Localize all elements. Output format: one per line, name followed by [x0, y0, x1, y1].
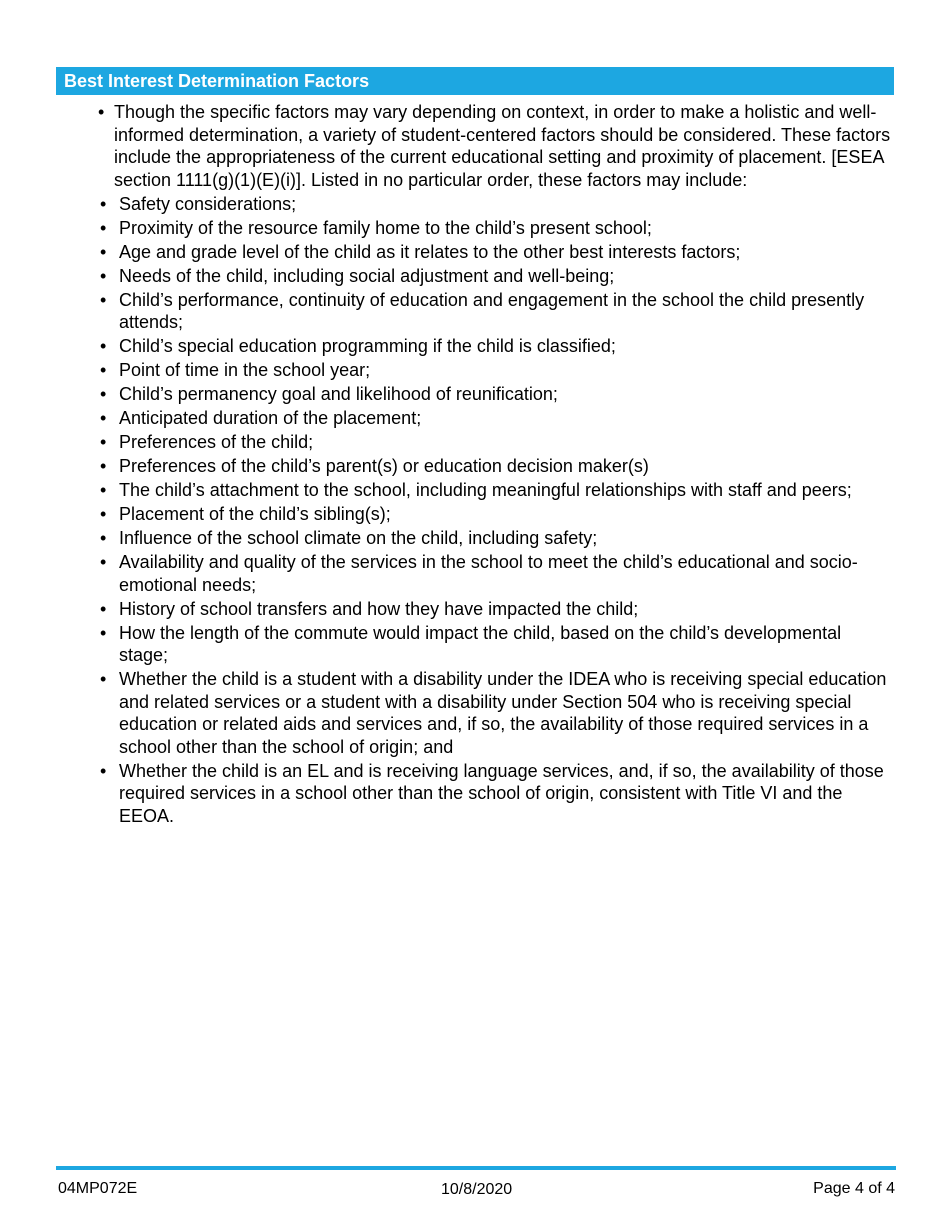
- list-item-text: Age and grade level of the child as it relates to the other best interests factors;: [119, 241, 741, 262]
- bullet-icon: •: [100, 241, 107, 262]
- list-item-text: Child’s performance, continuity of education and engagement in the school the child presently attends;: [119, 289, 865, 332]
- list-item-text: Safety considerations;: [119, 193, 297, 214]
- list-item-text: History of school transfers and how they have impacted the child;: [119, 598, 639, 619]
- list-item: [56, 503, 894, 526]
- section-title: Best Interest Determination Factors: [64, 71, 370, 91]
- list-item: [56, 455, 894, 478]
- bullet-icon: •: [100, 289, 107, 310]
- bullet-icon: •: [100, 622, 107, 643]
- bullet-icon: •: [100, 384, 107, 404]
- list-item: [56, 431, 894, 454]
- list-item-text: Child’s permanency goal and likelihood of reunification;: [119, 384, 558, 404]
- bullet-icon: •: [100, 552, 107, 572]
- bullet-icon: •: [100, 598, 107, 619]
- list-item: [56, 668, 894, 758]
- list-item-text: Availability and quality of the services in the school to meet the child’s educational and socio-emotional needs;: [119, 552, 858, 595]
- section-content: [56, 101, 894, 829]
- bullet-icon: •: [98, 102, 105, 122]
- bullet-icon: •: [100, 265, 107, 286]
- footer-form-id: 04MP072E: [58, 1180, 138, 1197]
- footer-divider: [56, 1166, 896, 1170]
- list-item: [56, 383, 894, 406]
- list-item-text: Preferences of the child;: [119, 432, 314, 452]
- bullet-icon: •: [100, 360, 107, 380]
- list-item: [56, 265, 894, 288]
- list-item: [56, 622, 894, 667]
- bullet-icon: •: [100, 760, 107, 781]
- list-item-text: Point of time in the school year;: [119, 360, 371, 380]
- list-item-text: Child’s special education programming if the child is classified;: [119, 336, 616, 356]
- list-item: [56, 479, 894, 502]
- bullet-icon: •: [100, 408, 107, 428]
- list-item-text: Preferences of the child’s parent(s) or education decision maker(s): [119, 456, 649, 476]
- intro-paragraph: [56, 101, 894, 191]
- list-item: [56, 193, 894, 216]
- bullet-icon: •: [100, 456, 107, 476]
- list-item: [56, 335, 894, 358]
- section-header: [56, 67, 894, 95]
- list-item: [56, 551, 894, 596]
- bullet-icon: •: [100, 336, 107, 356]
- list-item: [56, 241, 894, 264]
- bullet-icon: •: [100, 528, 107, 548]
- list-item-text: Whether the child is an EL and is receiving language services, and, if so, the availability of those required services in a school other than the school of origin, consistent with Title VI and the EEOA.: [119, 760, 884, 826]
- list-item: [56, 598, 894, 621]
- footer-date: 10/8/2020: [441, 1181, 513, 1198]
- list-item-text: The child’s attachment to the school, including meaningful relationships with staff and peers;: [119, 480, 852, 500]
- bullet-icon: •: [100, 480, 107, 500]
- list-item: [56, 289, 894, 334]
- list-item: [56, 407, 894, 430]
- bullet-icon: •: [100, 669, 107, 689]
- footer-page-number: Page 4 of 4: [813, 1180, 895, 1197]
- bullet-icon: •: [100, 217, 107, 238]
- list-item-text: Proximity of the resource family home to the child’s present school;: [119, 217, 652, 238]
- list-item-text: How the length of the commute would impact the child, based on the child’s developmental stage;: [119, 622, 842, 665]
- list-item-text: Influence of the school climate on the child, including safety;: [119, 528, 598, 548]
- list-item: [56, 359, 894, 382]
- list-item: [56, 760, 894, 828]
- list-item-text: Whether the child is a student with a disability under the IDEA who is receiving special education and related services or a student with a disability under Section 504 who is receiving special education or related aids and services and, if so, the availability of those required services in a school other than the school of origin; and: [119, 669, 887, 757]
- factor-list: [56, 193, 894, 828]
- list-item: [56, 217, 894, 240]
- intro-text: Though the specific factors may vary depending on context, in order to make a holistic and well-informed determination, a variety of student-centered factors should be considered. These factors include the appropriateness of the current educational setting and proximity of placement. [ESEA section 1111(g)(1)(E)(i)]. Listed in no particular order, these factors may include:: [114, 102, 891, 190]
- list-item-text: Placement of the child’s sibling(s);: [119, 504, 391, 524]
- list-item-text: Needs of the child, including social adjustment and well-being;: [119, 265, 615, 286]
- bullet-icon: •: [100, 504, 107, 524]
- list-item: [56, 527, 894, 550]
- bullet-icon: •: [100, 193, 107, 214]
- list-item-text: Anticipated duration of the placement;: [119, 408, 422, 428]
- bullet-icon: •: [100, 432, 107, 452]
